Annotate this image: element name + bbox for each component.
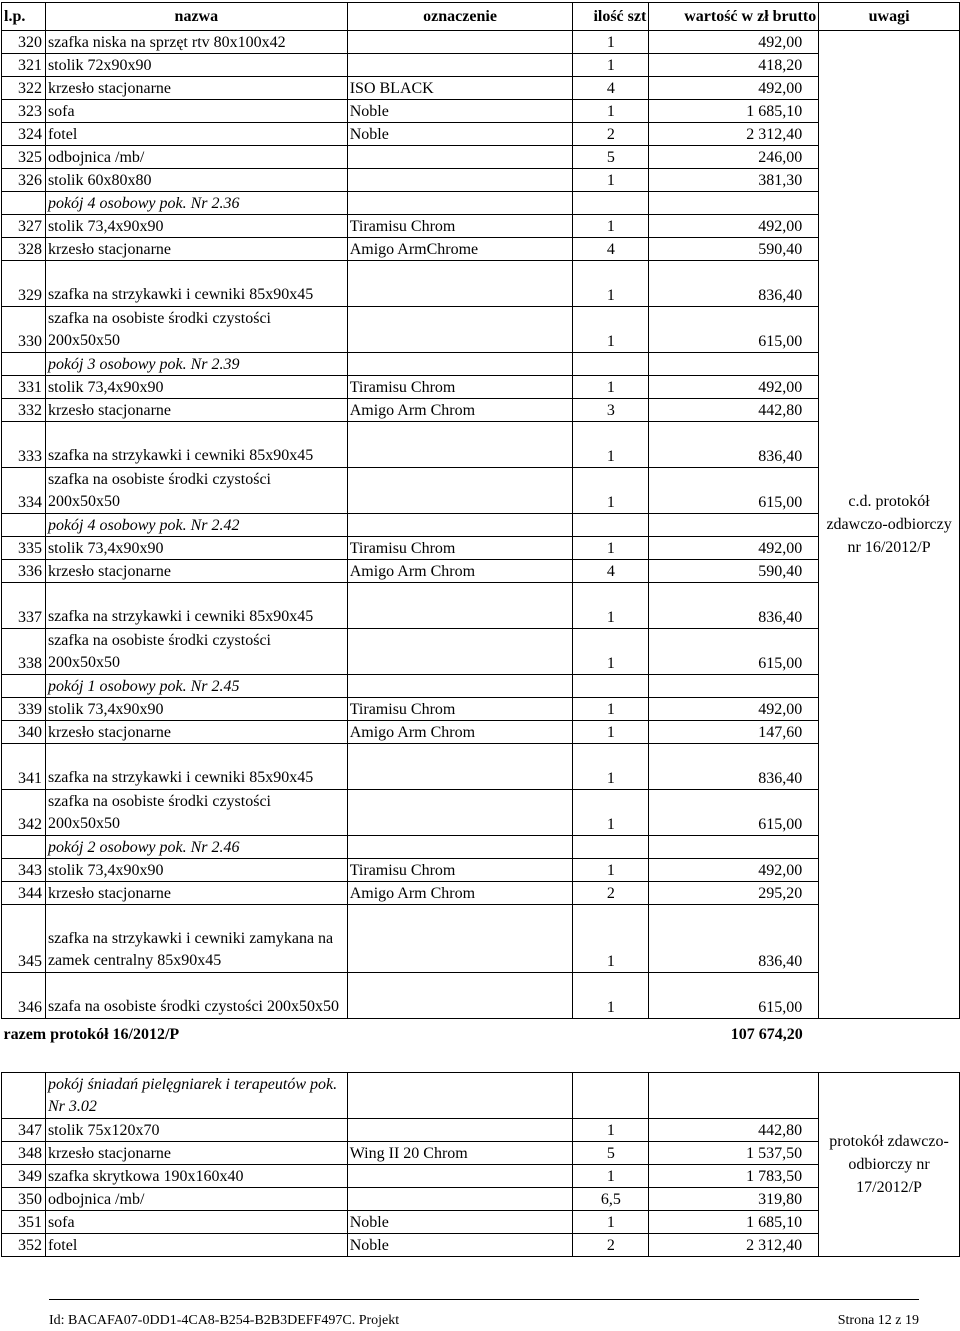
wartosc-cell: 2 312,40 — [649, 1234, 819, 1257]
section-label: pokój 3 osobowy pok. Nr 2.39 — [45, 353, 347, 376]
lp-cell — [2, 353, 46, 376]
total-label: razem protokół 16/2012/P — [3, 1025, 180, 1043]
lp-cell: 322 — [2, 77, 46, 100]
wartosc-cell — [649, 836, 819, 859]
page-footer — [49, 1313, 919, 1329]
ilosc-cell — [573, 192, 649, 215]
ilosc-cell: 1 — [573, 307, 649, 353]
lp-cell: 323 — [2, 100, 46, 123]
ilosc-cell: 1 — [573, 721, 649, 744]
ilosc-cell: 1 — [573, 973, 649, 1019]
lp-cell: 321 — [2, 54, 46, 77]
oznaczenie-cell: ISO BLACK — [347, 77, 573, 100]
nazwa-cell: szafa na osobiste środki czystości 200x50x50 — [45, 973, 347, 1019]
ilosc-cell: 4 — [573, 560, 649, 583]
lp-cell — [2, 514, 46, 537]
table-row — [2, 215, 960, 238]
wartosc-cell: 418,20 — [649, 54, 819, 77]
table-row — [2, 1119, 960, 1142]
nazwa-cell: stolik 72x90x90 — [45, 54, 347, 77]
wartosc-cell: 492,00 — [649, 215, 819, 238]
table-row — [2, 882, 960, 905]
header-ilosc: ilość szt — [573, 3, 649, 31]
lp-cell: 345 — [2, 905, 46, 973]
ilosc-cell: 4 — [573, 77, 649, 100]
oznaczenie-cell — [347, 31, 573, 54]
oznaczenie-cell: Wing II 20 Chrom — [347, 1142, 573, 1165]
oznaczenie-cell: Noble — [347, 100, 573, 123]
oznaczenie-cell: Tiramisu Chrom — [347, 215, 573, 238]
oznaczenie-cell: Amigo Arm Chrom — [347, 560, 573, 583]
oznaczenie-cell: Tiramisu Chrom — [347, 376, 573, 399]
lp-cell: 335 — [2, 537, 46, 560]
oznaczenie-cell — [347, 1073, 573, 1119]
ilosc-cell: 1 — [573, 261, 649, 307]
wartosc-cell: 1 685,10 — [649, 100, 819, 123]
nazwa-cell: krzesło stacjonarne — [45, 721, 347, 744]
table-row — [2, 238, 960, 261]
wartosc-cell: 1 537,50 — [649, 1142, 819, 1165]
wartosc-cell: 2 312,40 — [649, 123, 819, 146]
nazwa-cell: szafka niska na sprzęt rtv 80x100x42 — [45, 31, 347, 54]
table-row — [2, 1188, 960, 1211]
oznaczenie-cell — [347, 261, 573, 307]
ilosc-cell: 1 — [573, 31, 649, 54]
footer-page-number: Strona 12 z 19 — [837, 1313, 919, 1328]
lp-cell: 339 — [2, 698, 46, 721]
table-row — [2, 583, 960, 629]
oznaczenie-cell: Tiramisu Chrom — [347, 698, 573, 721]
lp-cell: 348 — [2, 1142, 46, 1165]
nazwa-cell: stolik 73,4x90x90 — [45, 859, 347, 882]
nazwa-cell: szafka na osobiste środki czystości 200x50x50 — [45, 307, 347, 353]
wartosc-cell: 147,60 — [649, 721, 819, 744]
total-row — [2, 1019, 960, 1045]
ilosc-cell: 1 — [573, 54, 649, 77]
table-row — [2, 31, 960, 54]
table-row — [2, 399, 960, 422]
lp-cell: 326 — [2, 169, 46, 192]
nazwa-cell: krzesło stacjonarne — [45, 1142, 347, 1165]
wartosc-cell: 492,00 — [649, 77, 819, 100]
nazwa-cell: szafka na strzykawki i cewniki 85x90x45 — [45, 261, 347, 307]
oznaczenie-cell — [347, 629, 573, 675]
nazwa-cell: szafka na strzykawki i cewniki 85x90x45 — [45, 422, 347, 468]
wartosc-cell: 492,00 — [649, 537, 819, 560]
lp-cell: 351 — [2, 1211, 46, 1234]
nazwa-cell: stolik 73,4x90x90 — [45, 698, 347, 721]
ilosc-cell: 1 — [573, 583, 649, 629]
wartosc-cell: 590,40 — [649, 238, 819, 261]
ilosc-cell — [573, 514, 649, 537]
lp-cell: 332 — [2, 399, 46, 422]
table-row — [2, 100, 960, 123]
wartosc-cell: 492,00 — [649, 376, 819, 399]
header-lp: l.p. — [2, 3, 46, 31]
table-row — [2, 905, 960, 973]
section-row — [2, 836, 960, 859]
wartosc-cell: 836,40 — [649, 261, 819, 307]
ilosc-cell: 1 — [573, 698, 649, 721]
wartosc-cell: 442,80 — [649, 399, 819, 422]
ilosc-cell: 2 — [573, 882, 649, 905]
oznaczenie-cell — [347, 836, 573, 859]
section-row — [2, 1073, 960, 1119]
wartosc-cell: 836,40 — [649, 583, 819, 629]
section-label: pokój 4 osobowy pok. Nr 2.42 — [45, 514, 347, 537]
oznaczenie-cell: Tiramisu Chrom — [347, 859, 573, 882]
table-header — [2, 3, 960, 31]
oznaczenie-cell — [347, 583, 573, 629]
nazwa-cell: odbojnica /mb/ — [45, 146, 347, 169]
inventory-table-2 — [1, 1072, 960, 1257]
ilosc-cell: 1 — [573, 100, 649, 123]
section-row — [2, 353, 960, 376]
ilosc-cell: 1 — [573, 169, 649, 192]
nazwa-cell: krzesło stacjonarne — [45, 77, 347, 100]
nazwa-cell: stolik 73,4x90x90 — [45, 537, 347, 560]
table-row — [2, 77, 960, 100]
table-row — [2, 1142, 960, 1165]
total-empty — [819, 1019, 960, 1045]
nazwa-cell: szafka na osobiste środki czystości 200x50x50 — [45, 790, 347, 836]
table-row — [2, 790, 960, 836]
header-nazwa: nazwa — [45, 3, 347, 31]
total-value: 107 674,20 — [730, 1025, 803, 1043]
ilosc-cell: 1 — [573, 859, 649, 882]
table-row — [2, 973, 960, 1019]
header-oznaczenie: oznaczenie — [347, 3, 573, 31]
wartosc-cell: 615,00 — [649, 307, 819, 353]
ilosc-cell: 1 — [573, 215, 649, 238]
oznaczenie-cell: Tiramisu Chrom — [347, 537, 573, 560]
table-row — [2, 261, 960, 307]
wartosc-cell — [649, 1073, 819, 1119]
wartosc-cell — [649, 353, 819, 376]
lp-cell: 338 — [2, 629, 46, 675]
nazwa-cell: fotel — [45, 1234, 347, 1257]
oznaczenie-cell: Amigo Arm Chrom — [347, 882, 573, 905]
ilosc-cell — [573, 836, 649, 859]
nazwa-cell: sofa — [45, 100, 347, 123]
oznaczenie-cell: Amigo Arm Chrom — [347, 399, 573, 422]
nazwa-cell: szafka na strzykawki i cewniki zamykana na zamek centralny 85x90x45 — [45, 905, 347, 973]
lp-cell: 346 — [2, 973, 46, 1019]
ilosc-cell: 1 — [573, 537, 649, 560]
lp-cell: 330 — [2, 307, 46, 353]
uwagi-cell: protokół zdawczo-odbiorczy nr 17/2012/P — [819, 1073, 960, 1257]
ilosc-cell: 2 — [573, 123, 649, 146]
section-row — [2, 514, 960, 537]
lp-cell: 327 — [2, 215, 46, 238]
ilosc-cell: 2 — [573, 1234, 649, 1257]
inventory-table-1 — [1, 2, 960, 1045]
oznaczenie-cell — [347, 192, 573, 215]
ilosc-cell: 1 — [573, 1211, 649, 1234]
ilosc-cell — [573, 675, 649, 698]
nazwa-cell: fotel — [45, 123, 347, 146]
footer-id: Id: BACAFA07-0DD1-4CA8-B254-B2B3DEFF497C. Projekt — [49, 1313, 400, 1328]
lp-cell: 343 — [2, 859, 46, 882]
wartosc-cell — [649, 675, 819, 698]
nazwa-cell: stolik 75x120x70 — [45, 1119, 347, 1142]
lp-cell: 336 — [2, 560, 46, 583]
nazwa-cell: szafka na strzykawki i cewniki 85x90x45 — [45, 744, 347, 790]
ilosc-cell: 6,5 — [573, 1188, 649, 1211]
section-label: pokój 1 osobowy pok. Nr 2.45 — [45, 675, 347, 698]
lp-cell: 324 — [2, 123, 46, 146]
oznaczenie-cell: Noble — [347, 123, 573, 146]
lp-cell: 334 — [2, 468, 46, 514]
table-row — [2, 123, 960, 146]
oznaczenie-cell: Amigo Arm Chrom — [347, 721, 573, 744]
lp-cell: 320 — [2, 31, 46, 54]
header-wartosc: wartość w zł brutto — [649, 3, 819, 31]
nazwa-cell: szafka skrytkowa 190x160x40 — [45, 1165, 347, 1188]
table-row — [2, 859, 960, 882]
oznaczenie-cell — [347, 973, 573, 1019]
section-label: pokój śniadań pielęgniarek i terapeutów pok. Nr 3.02 — [45, 1073, 347, 1119]
oznaczenie-cell — [347, 468, 573, 514]
table-row — [2, 537, 960, 560]
wartosc-cell: 615,00 — [649, 629, 819, 675]
oznaczenie-cell: Noble — [347, 1234, 573, 1257]
lp-cell: 325 — [2, 146, 46, 169]
lp-cell — [2, 192, 46, 215]
ilosc-cell — [573, 353, 649, 376]
table-row — [2, 468, 960, 514]
lp-cell — [2, 1073, 46, 1119]
wartosc-cell: 836,40 — [649, 422, 819, 468]
wartosc-cell: 836,40 — [649, 744, 819, 790]
lp-cell: 341 — [2, 744, 46, 790]
lp-cell: 342 — [2, 790, 46, 836]
wartosc-cell: 1 685,10 — [649, 1211, 819, 1234]
table-row — [2, 560, 960, 583]
lp-cell: 347 — [2, 1119, 46, 1142]
ilosc-cell: 4 — [573, 238, 649, 261]
table-row — [2, 376, 960, 399]
wartosc-cell: 295,20 — [649, 882, 819, 905]
wartosc-cell: 442,80 — [649, 1119, 819, 1142]
ilosc-cell: 1 — [573, 376, 649, 399]
lp-cell: 340 — [2, 721, 46, 744]
wartosc-cell: 1 783,50 — [649, 1165, 819, 1188]
oznaczenie-cell — [347, 422, 573, 468]
header-uwagi: uwagi — [819, 3, 960, 31]
ilosc-cell: 1 — [573, 1165, 649, 1188]
lp-cell — [2, 675, 46, 698]
table-row — [2, 54, 960, 77]
nazwa-cell: szafka na osobiste środki czystości 200x50x50 — [45, 629, 347, 675]
ilosc-cell: 1 — [573, 1119, 649, 1142]
wartosc-cell: 492,00 — [649, 31, 819, 54]
wartosc-cell: 492,00 — [649, 859, 819, 882]
oznaczenie-cell — [347, 146, 573, 169]
table-row — [2, 1211, 960, 1234]
ilosc-cell: 1 — [573, 629, 649, 675]
oznaczenie-cell: Amigo ArmChrome — [347, 238, 573, 261]
table-row — [2, 744, 960, 790]
oznaczenie-cell — [347, 1165, 573, 1188]
nazwa-cell: stolik 73,4x90x90 — [45, 215, 347, 238]
table-row — [2, 629, 960, 675]
table-row — [2, 698, 960, 721]
lp-cell: 331 — [2, 376, 46, 399]
table-row — [2, 721, 960, 744]
nazwa-cell: szafka na strzykawki i cewniki 85x90x45 — [45, 583, 347, 629]
wartosc-cell: 246,00 — [649, 146, 819, 169]
ilosc-cell: 5 — [573, 1142, 649, 1165]
oznaczenie-cell — [347, 169, 573, 192]
oznaczenie-cell — [347, 353, 573, 376]
oznaczenie-cell — [347, 744, 573, 790]
section-row — [2, 192, 960, 215]
ilosc-cell: 1 — [573, 422, 649, 468]
lp-cell: 350 — [2, 1188, 46, 1211]
wartosc-cell: 615,00 — [649, 790, 819, 836]
wartosc-cell: 615,00 — [649, 468, 819, 514]
oznaczenie-cell — [347, 514, 573, 537]
lp-cell: 352 — [2, 1234, 46, 1257]
nazwa-cell: sofa — [45, 1211, 347, 1234]
wartosc-cell: 381,30 — [649, 169, 819, 192]
oznaczenie-cell — [347, 1188, 573, 1211]
lp-cell: 329 — [2, 261, 46, 307]
wartosc-cell: 836,40 — [649, 905, 819, 973]
lp-cell: 344 — [2, 882, 46, 905]
wartosc-cell: 590,40 — [649, 560, 819, 583]
nazwa-cell: stolik 73,4x90x90 — [45, 376, 347, 399]
lp-cell: 337 — [2, 583, 46, 629]
section-label: pokój 2 osobowy pok. Nr 2.46 — [45, 836, 347, 859]
ilosc-cell — [573, 1073, 649, 1119]
ilosc-cell: 1 — [573, 744, 649, 790]
lp-cell: 333 — [2, 422, 46, 468]
nazwa-cell: krzesło stacjonarne — [45, 882, 347, 905]
ilosc-cell: 1 — [573, 790, 649, 836]
lp-cell: 328 — [2, 238, 46, 261]
lp-cell — [2, 836, 46, 859]
oznaczenie-cell — [347, 675, 573, 698]
table-row — [2, 1165, 960, 1188]
ilosc-cell: 1 — [573, 468, 649, 514]
oznaczenie-cell: Noble — [347, 1211, 573, 1234]
section-label: pokój 4 osobowy pok. Nr 2.36 — [45, 192, 347, 215]
wartosc-cell: 615,00 — [649, 973, 819, 1019]
footer-rule — [49, 1299, 919, 1300]
table-row — [2, 307, 960, 353]
table-row — [2, 1234, 960, 1257]
nazwa-cell: szafka na osobiste środki czystości 200x50x50 — [45, 468, 347, 514]
wartosc-cell — [649, 192, 819, 215]
lp-cell: 349 — [2, 1165, 46, 1188]
table-row — [2, 422, 960, 468]
wartosc-cell: 492,00 — [649, 698, 819, 721]
oznaczenie-cell — [347, 790, 573, 836]
ilosc-cell: 3 — [573, 399, 649, 422]
ilosc-cell: 5 — [573, 146, 649, 169]
nazwa-cell: krzesło stacjonarne — [45, 560, 347, 583]
oznaczenie-cell — [347, 54, 573, 77]
table-row — [2, 169, 960, 192]
section-row — [2, 675, 960, 698]
nazwa-cell: odbojnica /mb/ — [45, 1188, 347, 1211]
uwagi-cell: c.d. protokół zdawczo-odbiorczy nr 16/2012/P — [819, 31, 960, 1019]
ilosc-cell: 1 — [573, 905, 649, 973]
wartosc-cell: 319,80 — [649, 1188, 819, 1211]
oznaczenie-cell — [347, 307, 573, 353]
wartosc-cell — [649, 514, 819, 537]
nazwa-cell: krzesło stacjonarne — [45, 238, 347, 261]
oznaczenie-cell — [347, 1119, 573, 1142]
oznaczenie-cell — [347, 905, 573, 973]
nazwa-cell: stolik 60x80x80 — [45, 169, 347, 192]
table-row — [2, 146, 960, 169]
nazwa-cell: krzesło stacjonarne — [45, 399, 347, 422]
